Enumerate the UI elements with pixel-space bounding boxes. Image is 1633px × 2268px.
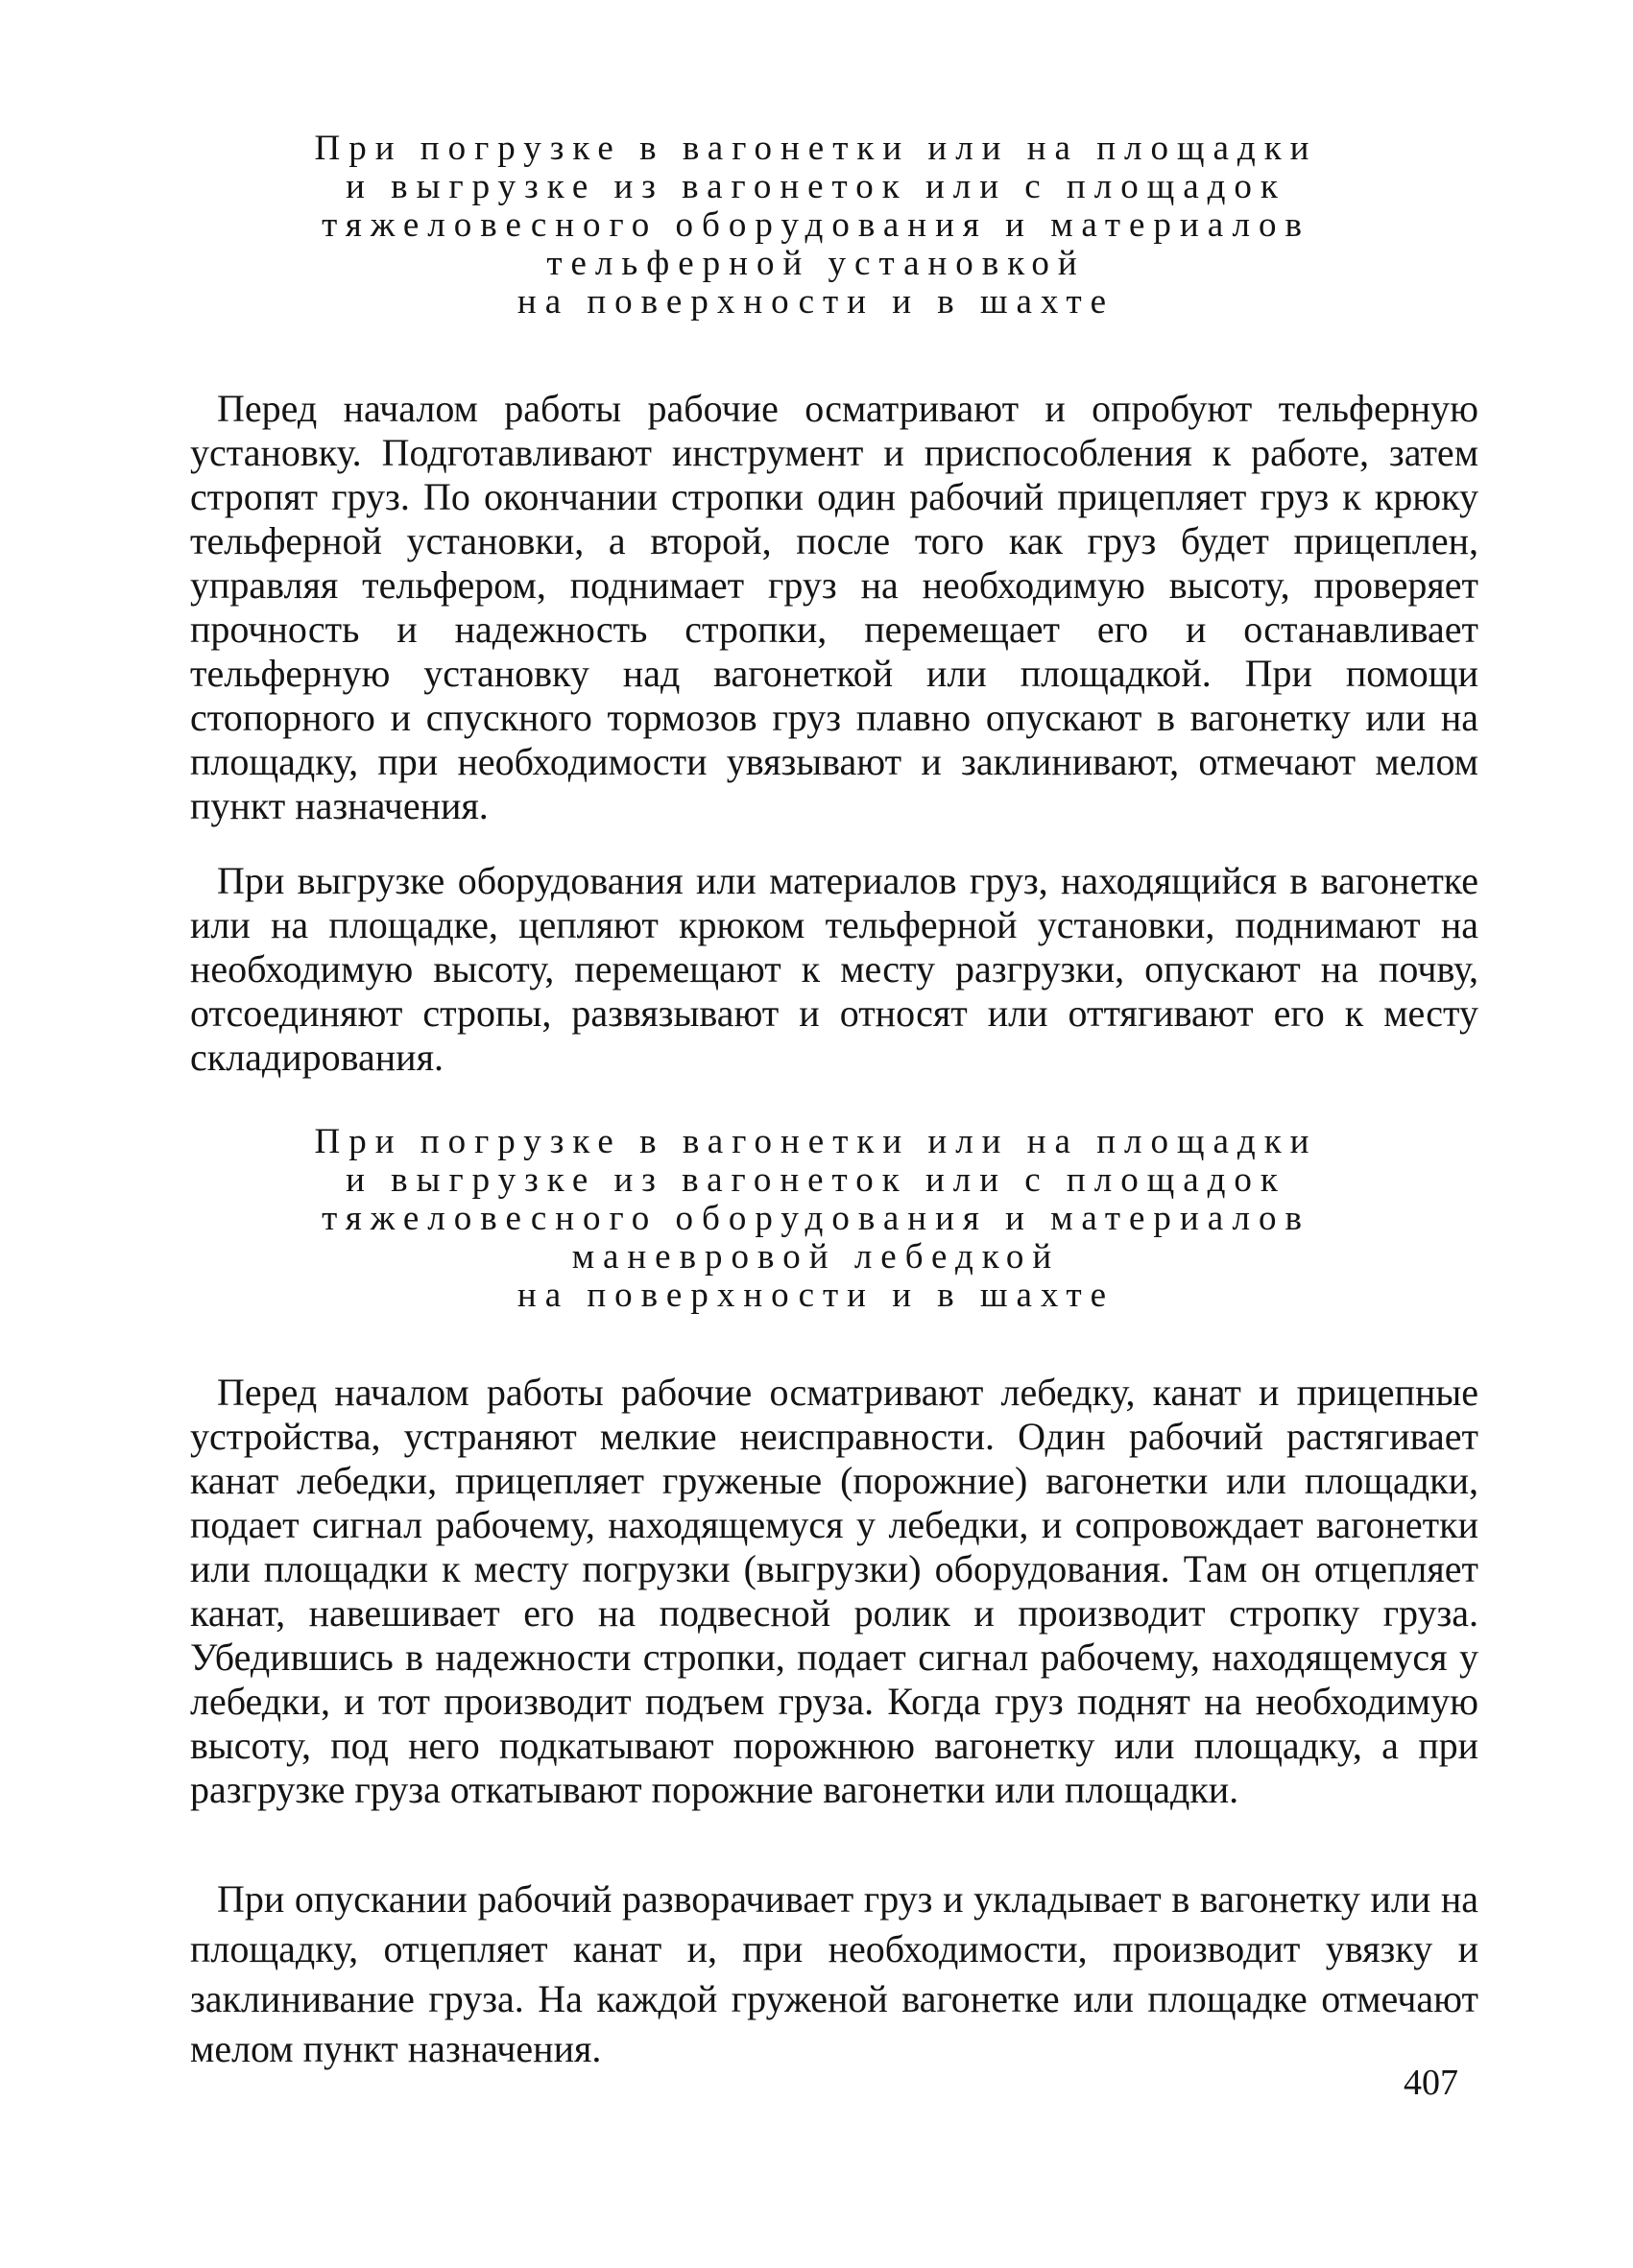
section-1-paragraph-1: Перед началом работы рабочие осматривают и опробуют тельферную установку. Подготавливают инструмент и приспособления к работе, затем стропят груз. По окончании стропки один рабочий прицепляет груз к крюку тельферной установки, а второй, после того как груз будет прицеплен, управляя тельфером, поднимает груз на необходимую высоту, проверяет прочность и надежность стропки, перемещает его и останавливает тельферную установку над вагонеткой или площадкой. При помощи стопорного и спускного тормозов груз плавно опускают в вагонетку или на площадку, при необходимости увязывают и заклинивают, отмечают мелом пункт назначения. bbox=[190, 387, 1478, 827]
page-number: 407 bbox=[1404, 2063, 1458, 2103]
heading-line: и выгрузке из вагонеток или с площадок bbox=[346, 1160, 1286, 1200]
section-2-paragraph-1: Перед началом работы рабочие осматривают лебедку, канат и прицепные устройства, устраняют мелкие неисправности. Один рабочий растягивает канат лебедки, прицепляет груженые (порожние) вагонетки или площадки, подает сигнал рабочему, находящемуся у лебедки, и сопровождает вагонетки или площадки к месту погрузки (выгрузки) оборудования. Там он отцепляет канат, навешивает его на подвесной ролик и производит стропку груза. Убедившись в надежности стропки, подает сигнал рабочему, находящемуся у лебедки, и тот производит подъем груза. Когда груз поднят на необходимую высоту, под него подкатывают порожнюю вагонетку или площадку, а при разгрузке груза откатывают порожние вагонетки или площадки. bbox=[190, 1371, 1478, 1811]
section-2-heading bbox=[182, 1123, 1450, 1315]
heading-line: тяжеловесного оборудования и материалов bbox=[322, 205, 1310, 245]
heading-line: тяжеловесного оборудования и материалов bbox=[322, 1199, 1310, 1238]
heading-line: При погрузке в вагонетки или на площадки bbox=[314, 1122, 1318, 1161]
heading-line: маневровой лебедкой bbox=[571, 1237, 1061, 1277]
heading-line: и выгрузке из вагонеток или с площадок bbox=[346, 167, 1286, 206]
heading-line: на поверхности и в шахте bbox=[516, 282, 1116, 322]
heading-line: При погрузке в вагонетки или на площадки bbox=[314, 129, 1318, 168]
heading-line: на поверхности и в шахте bbox=[516, 1276, 1116, 1315]
section-1-heading bbox=[182, 130, 1450, 322]
section-2-paragraph-2: При опускании рабочий разворачивает груз и укладывает в вагонетку или на площадку, отцепляет канат и, при необходимости, производит увязку и заклинивание груза. На каждой груженой вагонетке или площадке отмечают мелом пункт назначения. bbox=[190, 1877, 1478, 2070]
heading-line: тельферной установкой bbox=[546, 244, 1086, 283]
section-1-paragraph-2: При выгрузке оборудования или материалов груз, находящийся в вагонетке или на площадке, цепляют крюком тельферной установки, поднимают на необходимую высоту, перемещают к месту разгрузки, опускают на почву, отсоединяют стропы, развязывают и относят или оттягивают его к месту складирования. bbox=[190, 859, 1478, 1079]
